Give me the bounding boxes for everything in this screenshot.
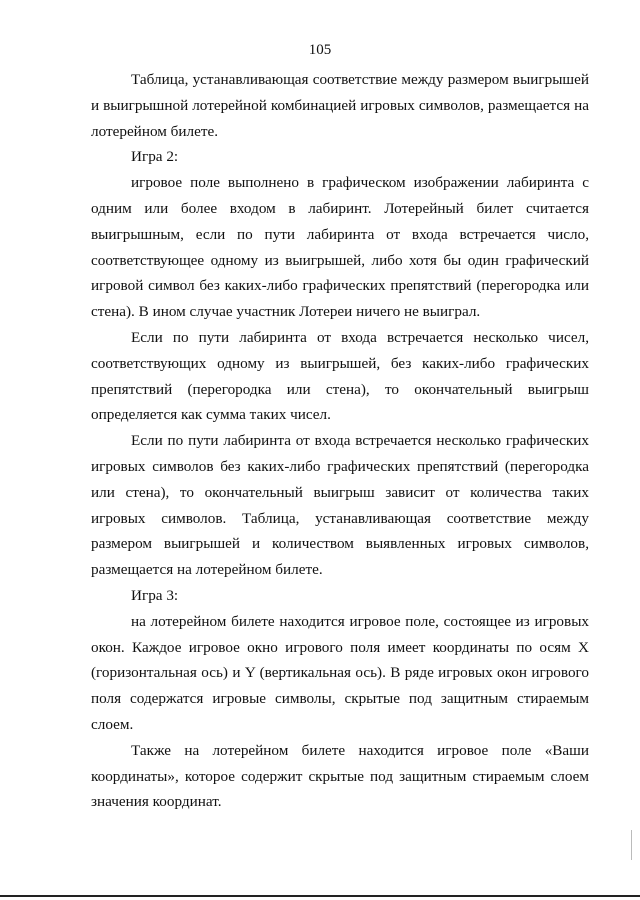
page-number: 105 bbox=[308, 42, 332, 58]
scan-bottom-edge bbox=[0, 895, 640, 897]
game-3-heading: Игра 3: bbox=[131, 586, 179, 604]
paragraph-numbers-sum: Если по пути лабиринта от входа встречается несколько чисел, соответствующих одному из выигрышей, без каких-либо графических препятствий (перегородка или стена), то окончательный выигрыш определяется как сумма таких чисел. bbox=[91, 328, 589, 424]
paragraph-your-coordinates: Также на лотерейном билете находится игровое поле «Ваши координаты», которое содержит скрытые под защитным стираемым слоем значения координат. bbox=[91, 741, 589, 811]
paragraph-symbols-count: Если по пути лабиринта от входа встречается несколько графических игровых символов без каких-либо графических препятствий (перегородка или стена), то окончательный выигрыш зависит от количества таких игровых символов. Таблица, устанавливающая соответствие между размером выигрышей и количеством выявленных игровых символов, размещается на лотерейном билете. bbox=[91, 432, 589, 579]
paragraph-table-note: Таблица, устанавливающая соответствие между размером выигрышей и выигрышной лотерейной комбинацией игровых символов, размещается на лотерейном билете. bbox=[91, 71, 589, 140]
document-body bbox=[91, 67, 589, 815]
paragraph-game-3-field: на лотерейном билете находится игровое поле, состоящее из игровых окон. Каждое игровое окно игрового поля имеет координаты по осям X (горизонтальная ось) и Y (вертикальная ось). В ряде игровых окон игрового поля содержатся игровые символы, скрытые под защитным стираемым слоем. bbox=[91, 612, 589, 733]
paragraph-game-2-rules: игровое поле выполнено в графическом изображении лабиринта с одним или более входом в лабиринт. Лотерейный билет считается выигрышным, если по пути лабиринта от входа встречается число, соответствующее одному из выигрышей, либо хотя бы один графический игровой символ без каких-либо графических препятствий (перегородка или стена). В ином случае участник Лотереи ничего не выиграл. bbox=[91, 174, 589, 321]
scan-artifact bbox=[631, 830, 632, 860]
game-2-heading: Игра 2: bbox=[131, 148, 179, 166]
